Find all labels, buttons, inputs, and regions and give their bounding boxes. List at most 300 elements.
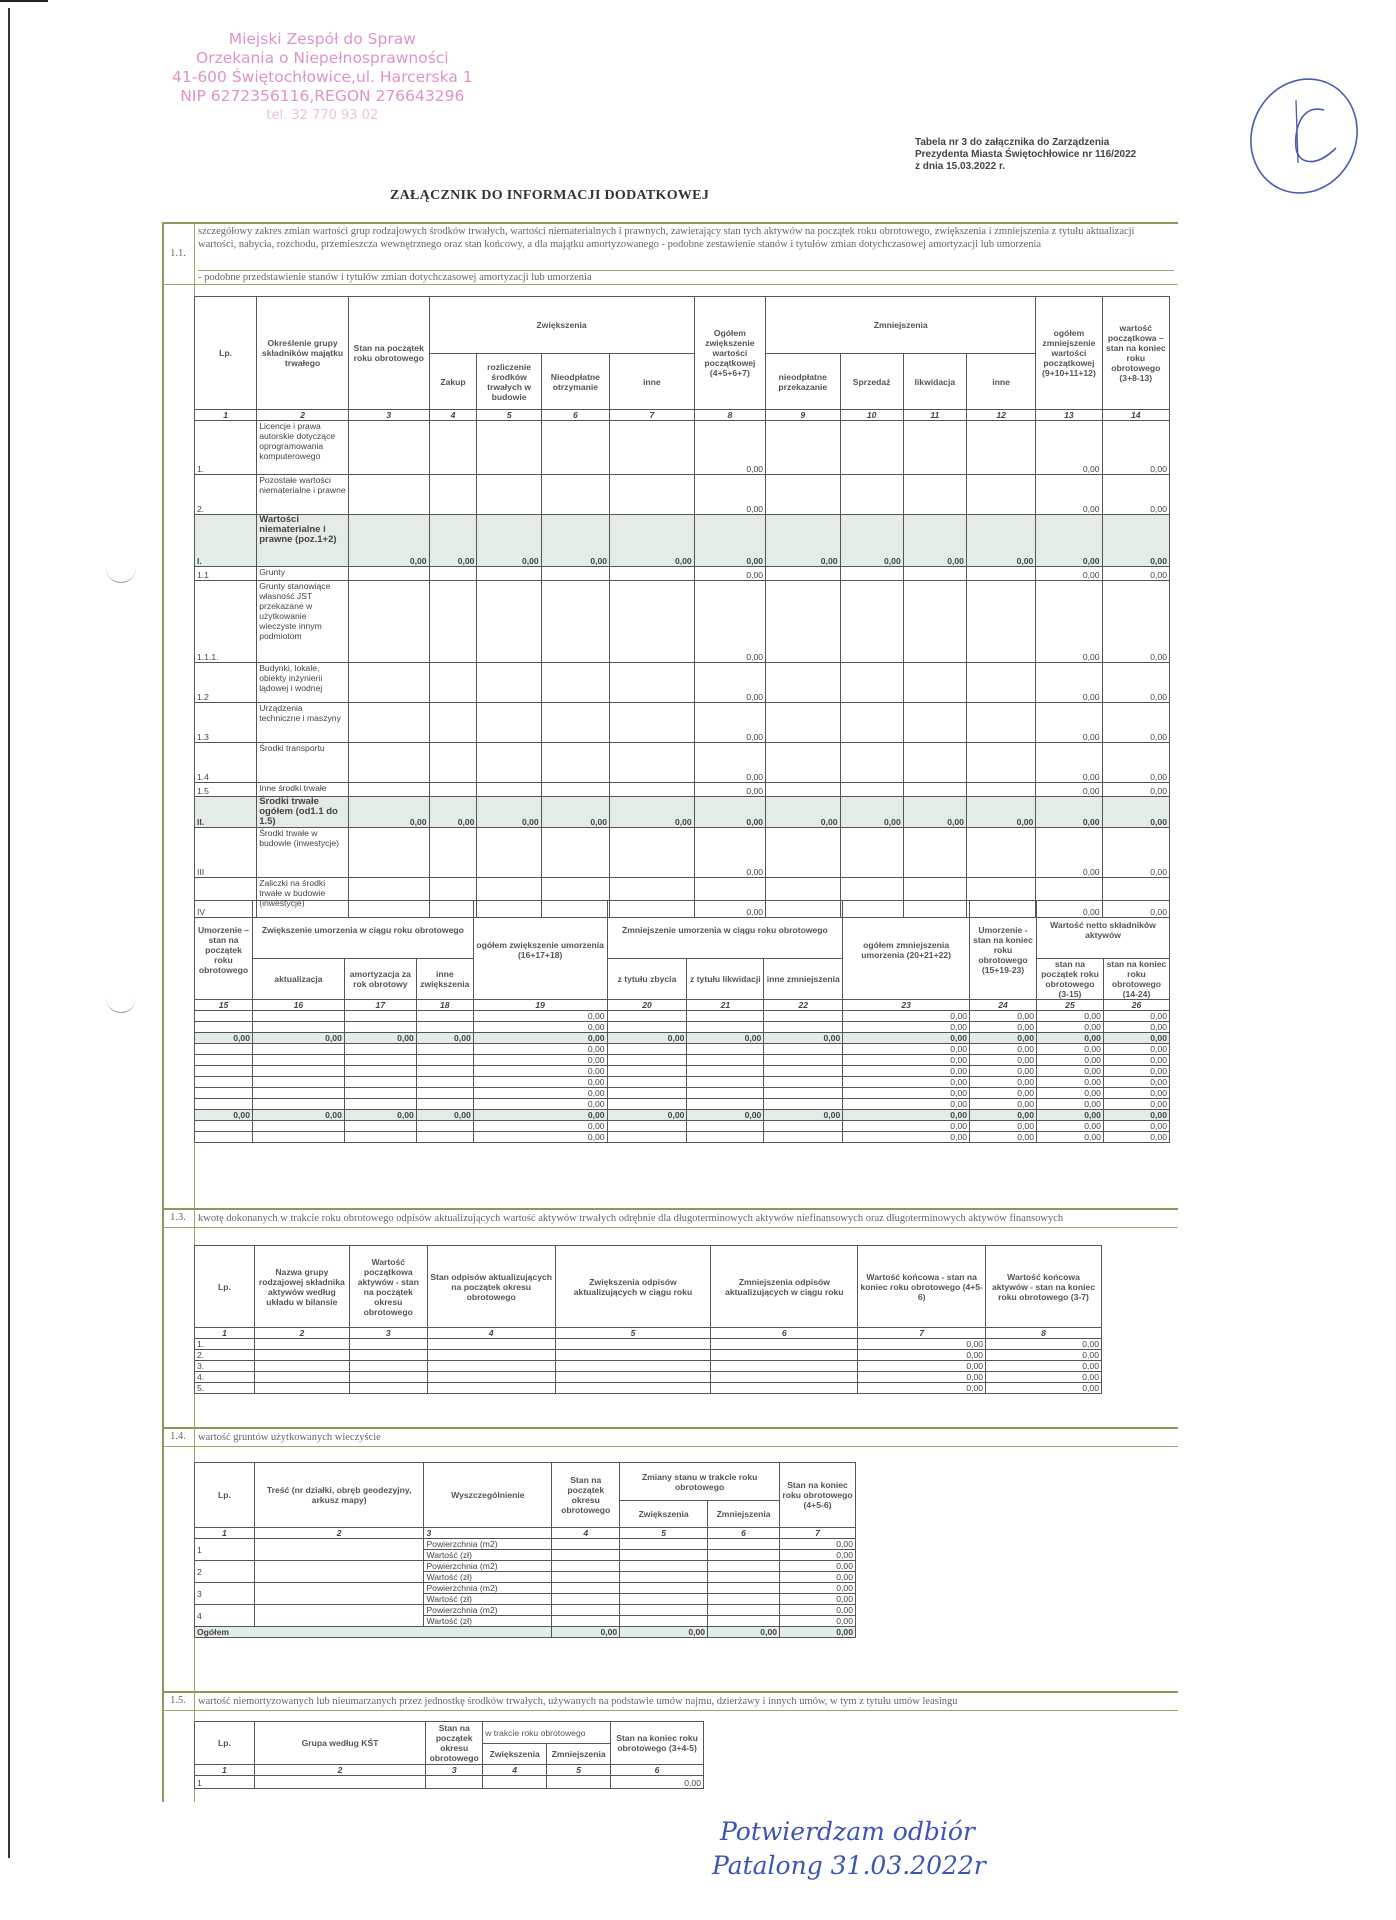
value-cell [607,1066,687,1077]
table-row [195,1361,1102,1372]
header-during-year: w trakcie roku obrotowego [483,1722,611,1744]
header-changes: Zmiany stanu w trakcie roku obrotowego [620,1463,780,1501]
value-cell [195,1011,253,1022]
value-cell [552,1616,620,1627]
row-asset-group: Pozostałe wartości niematerialne i prawne [257,475,349,515]
value-cell [348,783,429,797]
value-cell [252,1099,344,1110]
value-cell [687,1044,764,1055]
value-cell: 0,00 [1036,1033,1103,1044]
reference-line: Tabela nr 3 do załącznika do Zarządzenia [915,137,1110,148]
value-cell [708,1572,780,1583]
value-cell [966,783,1035,797]
header-detail: Wyszczególnienie [424,1463,552,1528]
value-cell [620,1550,708,1561]
reference-line: z dnia 15.03.2022 r. [915,161,1006,172]
column-number: 5 [477,410,541,421]
column-number: 15 [195,1000,253,1011]
column-number: 16 [252,1000,344,1011]
row-asset-group: Inne środki trwałe [257,783,349,797]
value-cell [903,703,966,743]
table-row [195,1350,1102,1361]
value-cell [429,581,477,663]
value-cell [764,1121,843,1132]
value-cell [708,1605,780,1616]
value-cell [903,475,966,515]
column-number: 4 [427,1328,555,1339]
column-header: Lp. [195,1246,255,1328]
section-1-1-header [162,222,1178,285]
header-total-increase: Ogółem zwiększenie wartości początkowej (4+5+6+7) [694,297,765,410]
row-detail: Powierzchnia (m2) [424,1583,552,1594]
value-cell [840,743,903,783]
value-cell [966,743,1035,783]
column-number: 7 [610,410,695,421]
column-number: 3 [426,1765,483,1776]
value-cell [903,663,966,703]
value-cell: 0,00 [1036,1055,1103,1066]
table-row [195,1605,856,1616]
value-cell: 0,00 [687,1033,764,1044]
value-cell: 0,00 [477,515,541,567]
value-cell [687,1132,764,1143]
value-cell [620,1605,708,1616]
column-number: 1 [195,1328,255,1339]
column-number: 4 [552,1528,620,1539]
row-lp: 2 [195,1561,255,1583]
value-cell: 0,00 [477,797,541,828]
value-cell [708,1616,780,1627]
row-lp: 4. [195,1372,255,1383]
value-cell [711,1350,858,1361]
value-cell: 0,00 [843,1066,970,1077]
value-cell [552,1605,620,1616]
row-lp: 1.5 [195,783,257,797]
row-lp: 1.1.1. [195,581,257,663]
value-cell: 0,00 [607,1110,687,1121]
table-row [195,1099,1170,1110]
value-cell [195,1022,253,1033]
value-cell [687,1099,764,1110]
value-cell [483,1776,547,1789]
value-cell: 0,00 [858,1372,986,1383]
value-cell: 0,00 [252,1110,344,1121]
row-detail: Powierzchnia (m2) [424,1561,552,1572]
header-total-decrease: ogółem zmniejszenie wartości początkowej (9+10+11+12) [1036,297,1102,410]
value-cell: 0,00 [843,1022,970,1033]
value-cell [607,1121,687,1132]
value-cell: 0,00 [1102,797,1169,828]
table-row [195,703,1170,743]
value-cell [687,1022,764,1033]
value-cell [555,1361,711,1372]
column-number-row [195,1000,1170,1011]
value-cell [541,475,609,515]
value-cell [840,475,903,515]
value-cell: 0,00 [473,1132,607,1143]
value-cell [764,1011,843,1022]
value-cell [416,1121,473,1132]
header-net-value: Wartość netto składników aktywów [1036,901,1169,959]
column-number: 9 [766,410,840,421]
value-cell: 0,00 [780,1605,856,1616]
value-cell: 0,00 [970,1099,1037,1110]
value-cell: 0,00 [473,1121,607,1132]
value-cell [349,1361,427,1372]
column-number: 7 [858,1328,986,1339]
value-cell [252,1077,344,1088]
value-cell: 0,00 [1036,1077,1103,1088]
value-cell [966,828,1035,878]
row-asset-group: Grunty [257,567,349,581]
value-cell [711,1383,858,1394]
section-number-column [162,222,195,1802]
header-other-decrease: inne [966,354,1035,410]
value-cell [840,828,903,878]
row-asset-group: Grunty stanowiące własność JST przekazane w użytkowanie wieczyste innym podmiotom [257,581,349,663]
value-cell [708,1583,780,1594]
value-cell [764,1066,843,1077]
value-cell [552,1594,620,1605]
header-other-increase: inne [610,354,695,410]
value-cell: 0,00 [970,1055,1037,1066]
header-end: Stan na koniec roku obrotowego (4+5-6) [780,1463,856,1528]
value-cell [195,1055,253,1066]
column-number: 17 [344,1000,416,1011]
value-cell: 0,00 [780,1561,856,1572]
value-cell [610,828,695,878]
table-row [195,475,1170,515]
value-cell [348,421,429,475]
value-cell: 0,00 [1103,1011,1169,1022]
section-1-5-header [162,1691,1178,1711]
value-cell: 0,00 [970,1033,1037,1044]
column-number: 2 [257,410,349,421]
row-lp: I. [195,515,257,567]
value-cell [195,1088,253,1099]
value-cell [607,1011,687,1022]
value-cell [349,1339,427,1350]
row-lp: 1. [195,421,257,475]
value-cell [427,1372,555,1383]
header-free-received: Nieodpłatne otrzymanie [541,354,609,410]
header-decreases: Zmniejszenia [766,297,1036,354]
value-cell [903,828,966,878]
value-cell: 0,00 [416,1033,473,1044]
column-number: 11 [903,410,966,421]
row-lp: 1.4 [195,743,257,783]
column-number-row [195,1765,704,1776]
value-cell [766,567,840,581]
row-lp: II. [195,797,257,828]
value-cell [344,1121,416,1132]
total-value: 0,00 [620,1627,708,1638]
value-cell: 0,00 [1036,663,1102,703]
value-cell [427,1339,555,1350]
value-cell [348,703,429,743]
fixed-assets-value-table [194,296,1170,918]
value-cell: 0,00 [1036,581,1102,663]
value-cell [252,1022,344,1033]
table-row [195,797,1170,828]
value-cell [252,1121,344,1132]
section-number: 1.1. [170,248,186,259]
table-row [195,1121,1170,1132]
value-cell [429,475,477,515]
value-cell: 0,00 [780,1583,856,1594]
value-cell: 0,00 [1102,567,1169,581]
column-number: 18 [416,1000,473,1011]
table-row [195,1372,1102,1383]
value-cell: 0,00 [429,515,477,567]
value-cell: 0,00 [1102,421,1169,475]
value-cell [344,1066,416,1077]
value-cell: 0,00 [195,1033,253,1044]
value-cell: 0,00 [1036,828,1102,878]
value-cell: 0,00 [840,515,903,567]
value-cell: 0,00 [694,703,765,743]
value-cell [344,1022,416,1033]
header-increases: Zwiększenia [620,1501,708,1528]
value-cell [708,1550,780,1561]
punch-hole-mark [106,568,136,583]
value-cell [344,1099,416,1110]
value-cell: 0,00 [473,1055,607,1066]
value-cell [687,1077,764,1088]
value-cell: 0,00 [1102,515,1169,567]
row-asset-group: Zaliczki na środki trwałe w budowie (inwestycje) [257,878,349,918]
value-cell: 0,00 [1103,1088,1169,1099]
value-cell: 0,00 [966,515,1035,567]
stamp-line: Miejski Zespół do Spraw [228,30,416,48]
value-cell: 0,00 [344,1033,416,1044]
value-cell: 0,00 [1036,1110,1103,1121]
table-row [195,1022,1170,1033]
table-row [195,1583,856,1594]
value-cell: 0,00 [1103,1022,1169,1033]
row-content [254,1561,424,1583]
value-cell: 0,00 [764,1110,843,1121]
value-cell [477,567,541,581]
value-cell [840,567,903,581]
value-cell [429,783,477,797]
section-1-3-header [162,1208,1178,1228]
value-cell: 0,00 [348,515,429,567]
column-number: 2 [254,1765,425,1776]
table-row [195,1055,1170,1066]
value-cell [254,1776,425,1789]
value-cell: 0,00 [970,1121,1037,1132]
column-number: 3 [348,410,429,421]
column-number-row [195,1528,856,1539]
value-cell: 0,00 [694,828,765,878]
value-cell [766,828,840,878]
value-cell [708,1561,780,1572]
value-cell [610,703,695,743]
value-cell: 0,00 [903,797,966,828]
row-detail: Powierzchnia (m2) [424,1539,552,1550]
value-cell: 0,00 [1036,1099,1103,1110]
value-cell [620,1583,708,1594]
row-content [254,1583,424,1605]
reference-line: Prezydenta Miasta Świętochłowice nr 116/2022 [915,149,1137,160]
table-row [195,828,1170,878]
table-row [195,1339,1102,1350]
value-cell: 0,00 [611,1776,704,1789]
value-cell [840,581,903,663]
value-cell [555,1350,711,1361]
value-cell [348,475,429,515]
stamp-line: 41-600 Świętochłowice,ul. Harcerska 1 [172,68,473,86]
value-cell [477,475,541,515]
table-row [195,1539,856,1550]
value-cell [687,1066,764,1077]
column-number: 5 [555,1328,711,1339]
row-content [254,1605,424,1627]
row-asset-group: Środki trwałe w budowie (inwestycje) [257,828,349,878]
handwritten-line: Potwierdzam odbiór [720,1817,975,1846]
value-cell: 0,00 [1103,1033,1169,1044]
value-cell [477,663,541,703]
row-asset-group: Budynki, lokale, obiekty inżynierii lądowej i wodnej [257,663,349,703]
value-cell [416,1044,473,1055]
value-cell [477,828,541,878]
value-cell: 0,00 [473,1022,607,1033]
value-cell: 0,00 [541,797,609,828]
value-cell [607,1132,687,1143]
value-cell: 0,00 [473,1044,607,1055]
value-cell [555,1372,711,1383]
column-number: 1 [195,410,257,421]
value-cell: 0,00 [766,797,840,828]
column-number: 6 [611,1765,704,1776]
table-row [195,1383,1102,1394]
value-cell [254,1383,349,1394]
value-cell: 0,00 [694,663,765,703]
value-cell: 0,00 [1103,1044,1169,1055]
value-cell [195,1066,253,1077]
header-row [195,1246,1102,1328]
column-number: 6 [711,1328,858,1339]
value-cell: 0,00 [694,421,765,475]
leased-assets-table [194,1721,704,1789]
value-cell: 0,00 [843,1055,970,1066]
column-number: 6 [541,410,609,421]
table-row [195,1066,1170,1077]
header-increases: Zwiększenia [483,1744,547,1765]
column-number: 24 [970,1000,1037,1011]
value-cell [607,1044,687,1055]
value-cell: 0,00 [1036,703,1102,743]
value-cell [552,1550,620,1561]
column-number: 13 [1036,410,1102,421]
header-purchase: Zakup [429,354,477,410]
value-cell: 0,00 [473,1099,607,1110]
header-liquidation: z tytułu likwidacji [687,959,764,1000]
value-cell: 0,00 [1103,1132,1169,1143]
row-lp: 3. [195,1361,255,1372]
row-lp: 1 [195,1776,255,1789]
document-title: ZAŁĄCZNIK DO INFORMACJI DODATKOWEJ [390,188,710,203]
row-lp: 1. [195,1339,255,1350]
value-cell: 0,00 [610,797,695,828]
table-row [195,1561,856,1572]
table-row [195,1011,1170,1022]
value-cell [966,475,1035,515]
value-cell: 0,00 [473,1066,607,1077]
value-cell [477,783,541,797]
column-header: Wartość początkowa aktywów - stan na początek okresu obrotowego [349,1246,427,1328]
institution-stamp [172,30,473,125]
value-cell [349,1350,427,1361]
value-cell [840,421,903,475]
value-cell [195,1099,253,1110]
value-cell [711,1372,858,1383]
value-cell [552,1539,620,1550]
value-cell: 0,00 [970,1110,1037,1121]
value-cell [429,703,477,743]
total-value: 0,00 [552,1627,620,1638]
value-cell [477,703,541,743]
table-row [195,515,1170,567]
value-cell [766,475,840,515]
value-cell: 0,00 [473,1011,607,1022]
column-header: Stan odpisów aktualizujących na początek okresu obrotowego [427,1246,555,1328]
header-lp: Lp. [195,297,257,410]
handwritten-line: Patalong 31.03.2022r [712,1851,986,1880]
value-cell [607,1055,687,1066]
value-cell [429,743,477,783]
row-asset-group: Środki transportu [257,743,349,783]
table-row [195,1044,1170,1055]
column-number: 1 [195,1528,255,1539]
value-cell [541,581,609,663]
header-other-increases: inne zwiększenia [416,959,473,1000]
column-number-row [195,1328,1102,1339]
value-cell [620,1572,708,1583]
row-lp: III [195,828,257,878]
value-cell: 0,00 [473,1033,607,1044]
value-cell [766,581,840,663]
value-cell: 0,00 [1036,1022,1103,1033]
value-cell [610,663,695,703]
value-cell [541,783,609,797]
value-cell [344,1055,416,1066]
header-increases: Zwiększenia [429,297,694,354]
value-cell: 0,00 [1103,1099,1169,1110]
column-number: 4 [483,1765,547,1776]
row-asset-group: Licencje i prawa autorskie dotyczące oprogramowania komputerowego [257,421,349,475]
header-start: Stan na początek okresu obrotowego [426,1722,483,1765]
header-settlement: rozliczenie środków trwałych w budowie [477,354,541,410]
value-cell [429,567,477,581]
value-cell: 0,00 [858,1350,986,1361]
table-row [195,783,1170,797]
header-liquidation: likwidacja [903,354,966,410]
value-cell: 0,00 [970,1044,1037,1055]
value-cell [552,1583,620,1594]
value-cell: 0,00 [1036,1121,1103,1132]
value-cell: 0,00 [1103,1110,1169,1121]
column-number: 14 [1102,410,1169,421]
column-number: 8 [694,410,765,421]
header-lp: Lp. [195,1722,255,1765]
value-cell: 0,00 [1036,797,1102,828]
value-cell: 0,00 [1036,515,1102,567]
header-net-start: stan na początek roku obrotowego (3-15) [1036,959,1103,1000]
value-cell [429,828,477,878]
header-start: Stan na początek okresu obrotowego [552,1463,620,1528]
